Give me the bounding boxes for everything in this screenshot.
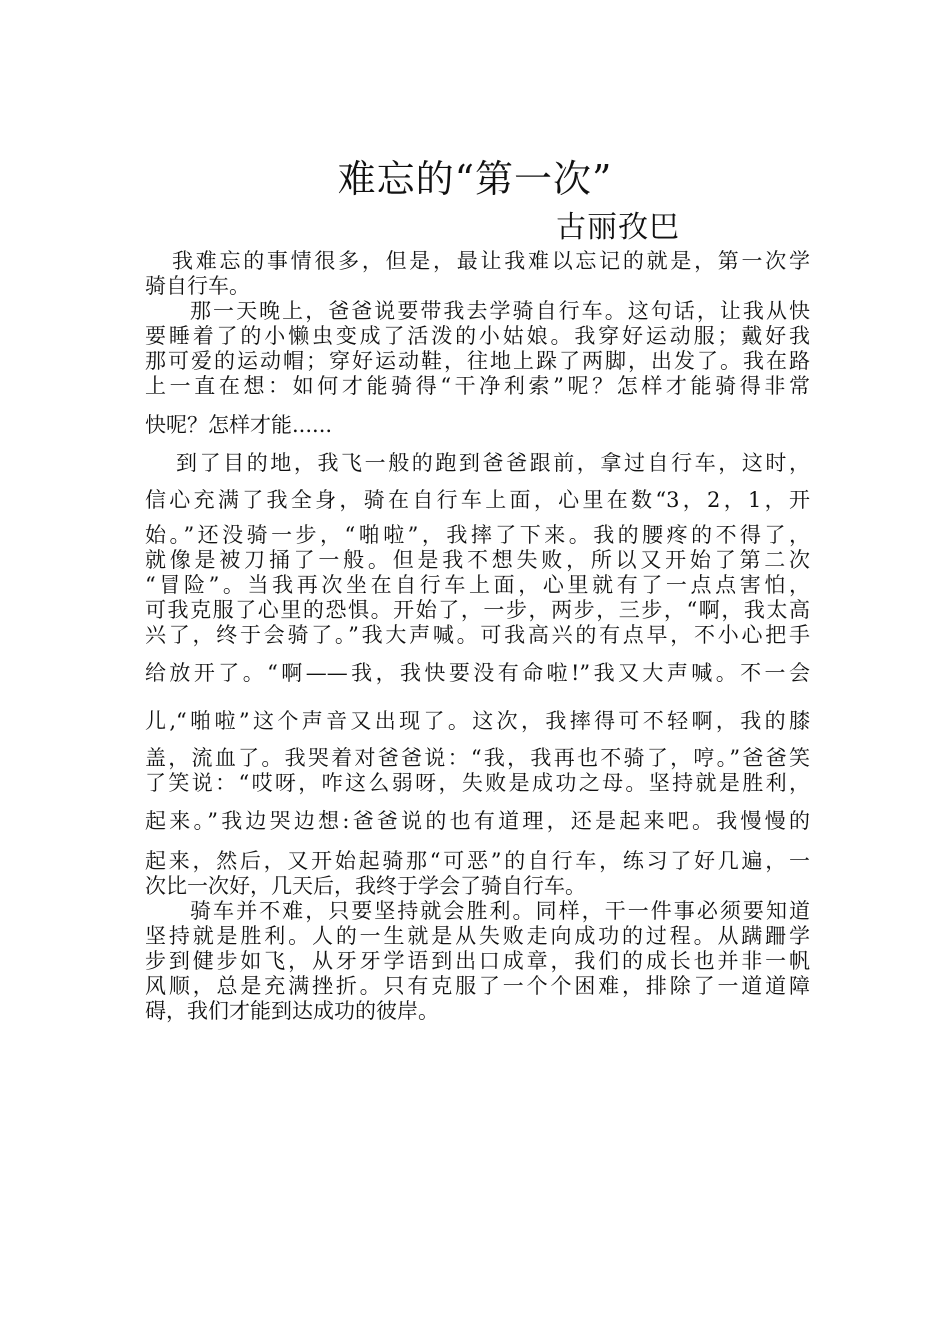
text-line: 儿,“啪啦”这个声音又出现了。这次，我摔得可不轻啊，我的膝	[145, 709, 810, 733]
text-line: 骑自行车。	[145, 274, 250, 298]
text-line: 次比一次好，几天后，我终于学会了骑自行车。	[145, 874, 586, 898]
text-line: 步到健步如飞，从牙牙学语到出口成章，我们的成长也并非一帆	[145, 949, 810, 973]
text-line: 要睡着了的小懒虫变成了活泼的小姑娘。我穿好运动服；戴好我	[145, 324, 810, 348]
text-line: 那一天晚上，爸爸说要带我去学骑自行车。这句话，让我从快	[190, 299, 810, 323]
text-line: 到了目的地，我飞一般的跑到爸爸跟前，拿过自行车，这时，	[176, 451, 810, 475]
text-line: 了笑说：“哎呀，咋这么弱呀，失败是成功之母。坚持就是胜利，	[145, 771, 810, 795]
text-line: 起来，然后，又开始起骑那“可恶”的自行车，练习了好几遍，一	[145, 849, 810, 873]
text-line: 骑车并不难，只要坚持就会胜利。同样，干一件事必须要知道	[190, 899, 810, 923]
text-line: 坚持就是胜利。人的一生就是从失败走向成功的过程。从蹒跚学	[145, 924, 810, 948]
text-line: 始。”还没骑一步，“啪啦”，我摔了下来。我的腰疼的不得了，	[145, 523, 810, 547]
document-title: 难忘的“第一次”	[337, 157, 613, 201]
text-line: 就像是被刀捅了一般。但是我不想失败，所以又开始了第二次	[145, 548, 810, 572]
text-line: 风顺，总是充满挫折。只有克服了一个个困难，排除了一道道障	[145, 974, 810, 998]
text-line: 快呢？怎样才能......	[145, 413, 333, 437]
text-line: 上一直在想：如何才能骑得“干净利索”呢？怎样才能骑得非常	[145, 374, 810, 398]
text-line: 碍，我们才能到达成功的彼岸。	[145, 999, 439, 1023]
text-line: “冒险”。当我再次坐在自行车上面，心里就有了一点点害怕，	[145, 573, 810, 597]
text-line: 那可爱的运动帽；穿好运动鞋，往地上跺了两脚，出发了。我在路	[145, 349, 810, 373]
text-line: 盖，流血了。我哭着对爸爸说：“我，我再也不骑了，哼。”爸爸笑	[145, 746, 810, 770]
text-line: 给放开了。“啊——我，我快要没有命啦!”我又大声喊。不一会	[145, 661, 810, 685]
text-line: 起来。”我边哭边想:爸爸说的也有道理，还是起来吧。我慢慢的	[145, 809, 810, 833]
author-name: 古丽孜巴	[556, 210, 680, 245]
text-line: 兴了，终于会骑了。”我大声喊。可我高兴的有点早，不小心把手	[145, 623, 810, 647]
text-line: 可我克服了心里的恐惧。开始了，一步，两步，三步，“啊，我太高	[145, 598, 810, 622]
text-line: 信心充满了我全身，骑在自行车上面，心里在数“3，2，1，开	[145, 488, 810, 512]
text-line: 我难忘的事情很多，但是，最让我难以忘记的就是，第一次学	[172, 249, 810, 273]
